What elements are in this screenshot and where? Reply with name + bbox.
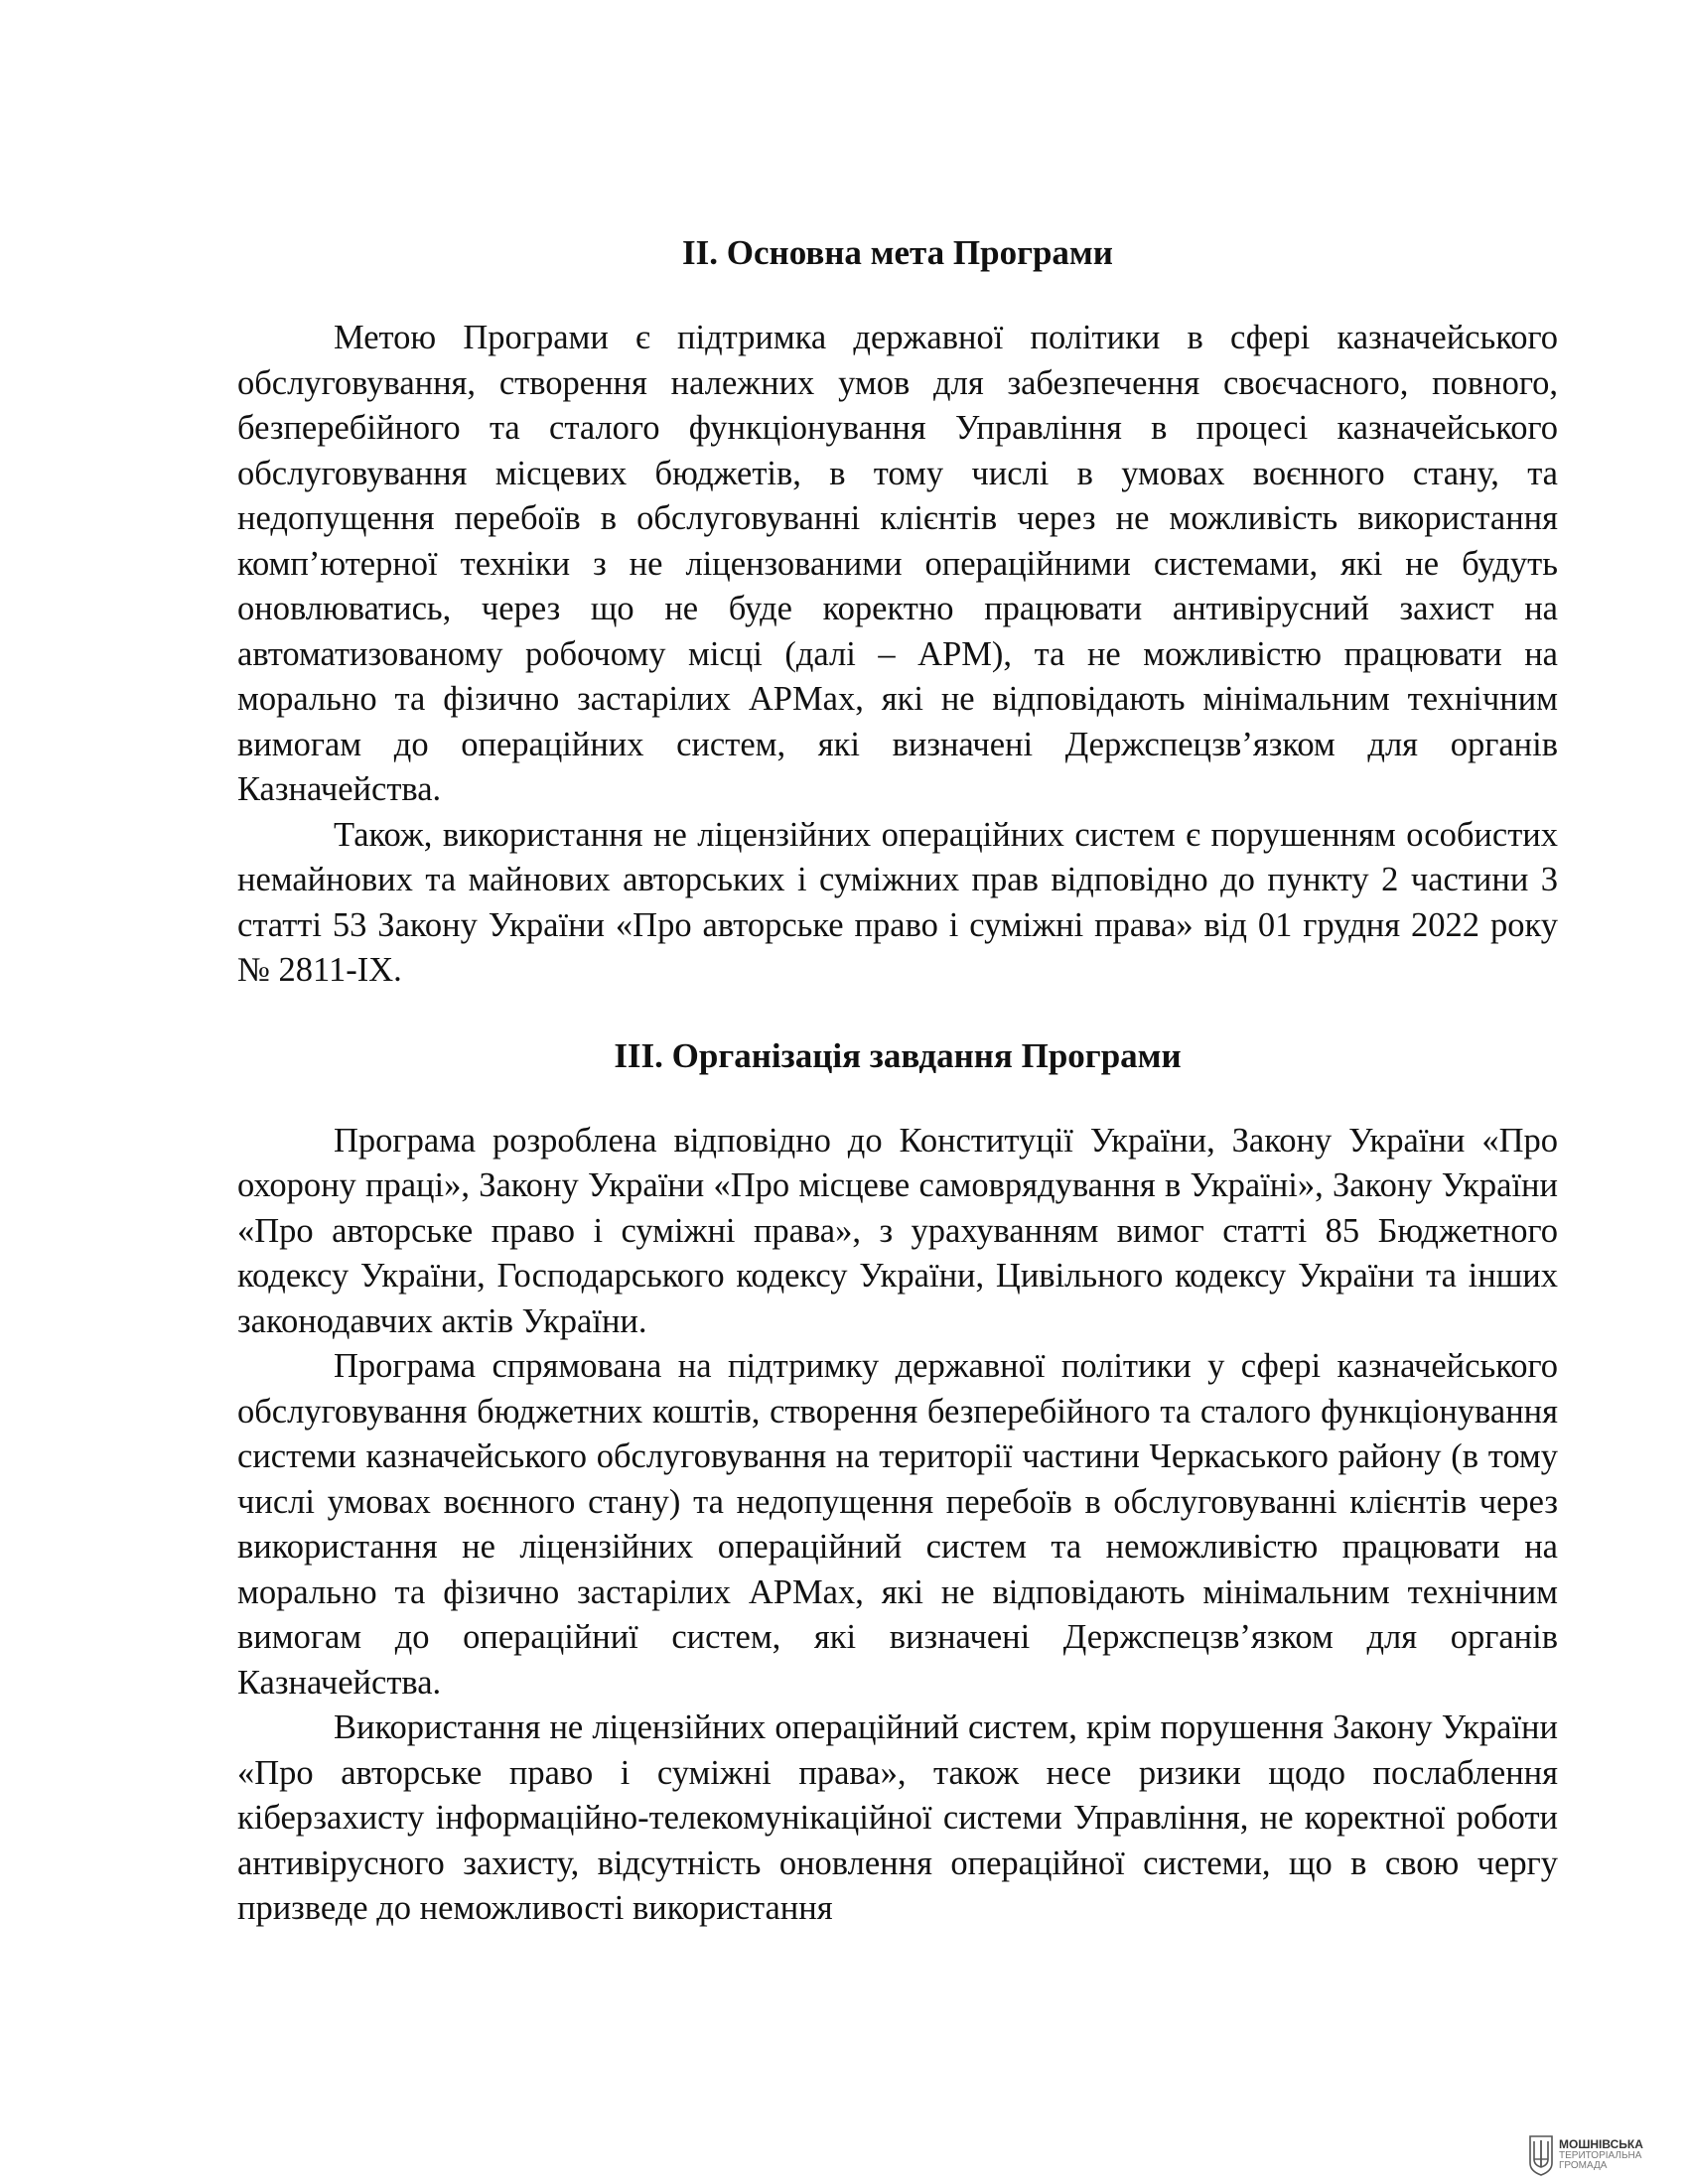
watermark-line: ГРОМАДА: [1559, 2160, 1608, 2172]
watermark-line: МОШНІВСЬКА: [1559, 2137, 1643, 2152]
paragraph: Програма спрямована на підтримку державної політики у сфері казначейського обслуговування бюджетних коштів, створення безперебійного та сталого функціонування системи казначейського обслуговування на території частини Черкаського району (в тому числі умовах воєнного стану) та недопущення перебоїв в обслуговуванні клієнтів через використання не ліцензійних операційний систем та неможливістю працювати на морально та фізично застарілих АРМах, які не відповідають мінімальним технічним вимогам до операційниї систем, які визначені Держспецзв’язком для органів Казначейства.: [237, 1347, 1558, 1702]
community-watermark: [1527, 2130, 1686, 2180]
trident-icon: [1527, 2133, 1555, 2177]
paragraph: Програма розроблена відповідно до Конституції України, Закону України «Про охорону праці», Закону України «Про місцеве самоврядування в Україні», Закону України «Про авторське право і суміжні права», з урахуванням вимог статті 85 Бюджетного кодексу України, Господарського кодексу України, Цивільного кодексу України та інших законодавчих актів України.: [237, 1121, 1558, 1340]
paragraph: Метою Програми є підтримка державної політики в сфері казначейського обслуговування, створення належних умов для забезпечення своєчасного, повного, безперебійного та сталого функціонування Управління в процесі казначейського обслуговування місцевих бюджетів, в тому числі в умовах воєнного стану, та недопущення перебоїв в обслуговуванні клієнтів через не можливість використання комп’ютерної техніки з не ліцензованими операційними системами, які не будуть оновлюватись, через що не буде коректно працювати антивірусний захист на автоматизованому робочому місці (далі – АРМ), та не можливістю працювати на морально та фізично застарілих АРМах, які не відповідають мінімальним технічним вимогам до операційних систем, які визначені Держспецзв’язком для органів Казначейства.: [237, 319, 1558, 808]
document-page: [237, 230, 1558, 1932]
section-title-3: ІІІ. Організація завдання Програми: [614, 1035, 1182, 1075]
paragraph: Використання не ліцензійних операційний систем, крім порушення Закону України «Про авторське право і суміжні права», також несе ризики щодо послаблення кіберзахисту інформаційно-телекомунікаційної системи Управління, не коректної роботи антивірусного захисту, відсутність оновлення операційної системи, що в свою чергу призведе до неможливості використання: [237, 1708, 1558, 1927]
paragraph: Також, використання не ліцензійних операційних систем є порушенням особистих немайнових та майнових авторських і суміжних прав відповідно до пункту 2 частини 3 статті 53 Закону України «Про авторське право і суміжні права» від 01 грудня 2022 року № 2811-IX.: [237, 815, 1558, 989]
watermark-line: ТЕРИТОРІАЛЬНА: [1559, 2149, 1642, 2161]
section-title-2: ІІ. Основна мета Програми: [682, 233, 1113, 272]
